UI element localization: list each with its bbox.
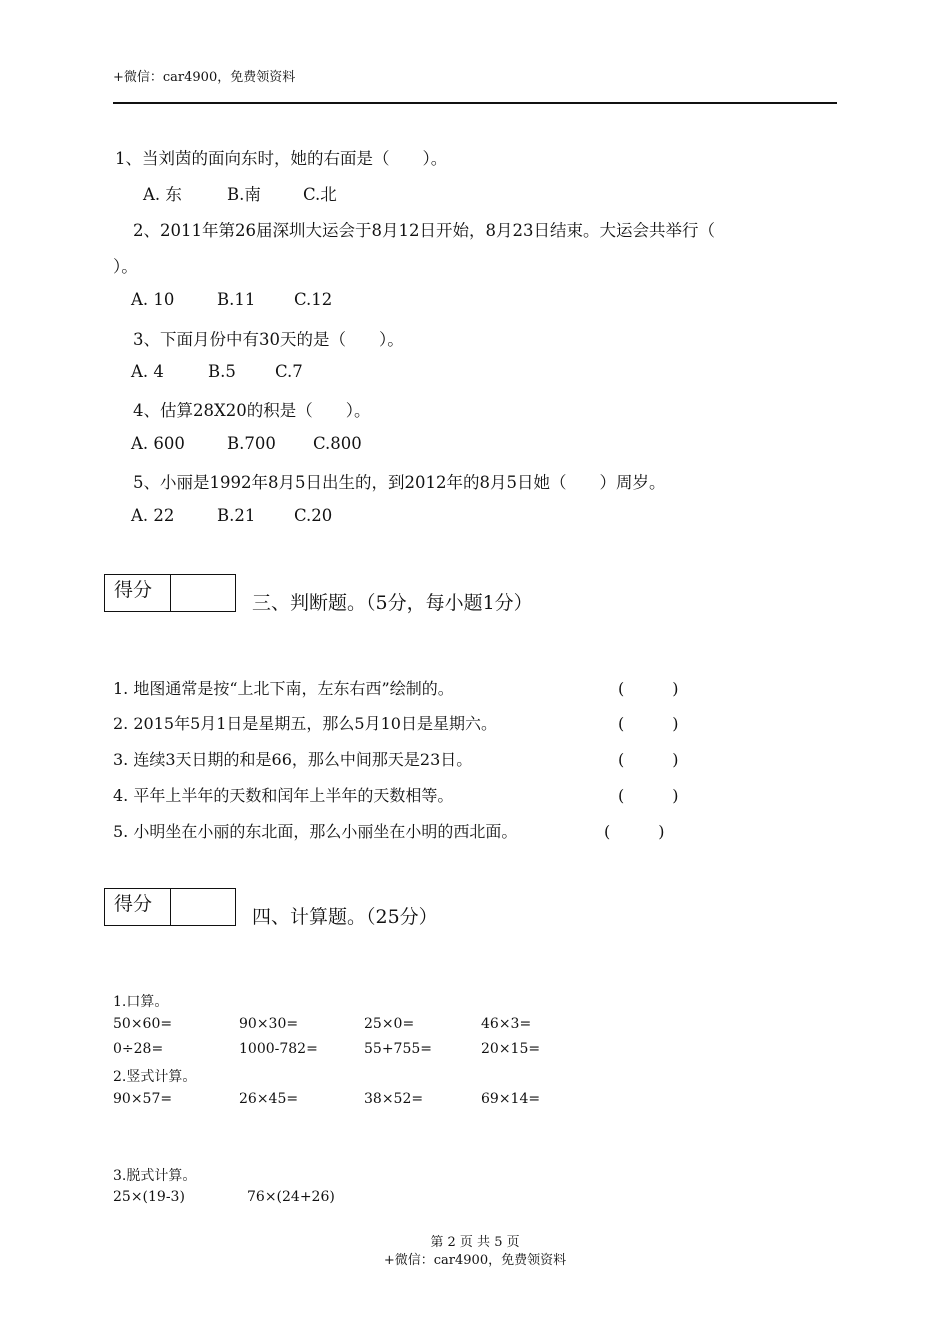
score-box [104,888,236,926]
option: C.800 [313,434,362,453]
oral-item: 0÷28= [113,1041,164,1057]
tf-item-3: 3. 连续3天日期的和是66，那么中间那天是23日。 [113,750,473,769]
options-2 [131,290,332,309]
vertical-item: 69×14= [481,1091,541,1107]
oral-item: 90×30= [239,1016,299,1032]
oral-item: 50×60= [113,1016,173,1032]
option: C.7 [275,362,303,381]
question-2: 2、2011年第26届深圳大运会于8月12日开始，8月23日结束。大运会共举行（ [133,221,715,240]
tf-blank-5: ( ) [604,822,665,841]
header-rule [113,102,837,104]
oral-item: 46×3= [481,1016,532,1032]
option: C.20 [294,506,333,525]
option: B.700 [227,434,276,453]
score-label: 得分 [105,889,171,925]
tf-blank-3: ( ) [618,750,679,769]
tf-blank-1: ( ) [618,679,679,698]
oral-label: 1.口算。 [113,994,169,1010]
vertical-item: 26×45= [239,1091,299,1107]
question-4: 4、估算28X20的积是（ ）。 [133,401,371,420]
tf-item-2: 2. 2015年5月1日是星期五，那么5月10日是星期六。 [113,714,497,733]
question-2-cont: ）。 [113,257,138,276]
vertical-item: 90×57= [113,1091,173,1107]
vertical-item: 38×52= [364,1091,424,1107]
section-4-title: 四、计算题。（25分） [252,906,438,928]
tf-item-5: 5. 小明坐在小丽的东北面，那么小丽坐在小明的西北面。 [113,822,518,841]
question-1: 1、当刘茵的面向东时，她的右面是（ ）。 [115,149,448,168]
tf-item-1: 1. 地图通常是按“上北下南，左东右西”绘制的。 [113,679,454,698]
option: B.南 [227,185,261,204]
option: C.12 [294,290,333,309]
oral-item: 25×0= [364,1016,415,1032]
vertical-label: 2.竖式计算。 [113,1069,197,1085]
options-4 [131,434,362,453]
option: A. 4 [131,362,164,381]
score-label: 得分 [105,575,171,611]
options-5 [131,506,332,525]
tf-blank-2: ( ) [618,714,679,733]
page-number: 第 2 页 共 5 页 [430,1235,520,1250]
tf-blank-4: ( ) [618,786,679,805]
options-1 [143,181,337,205]
stepwise-label: 3.脱式计算。 [113,1168,197,1184]
question-3: 3、下面月份中有30天的是（ ）。 [133,330,404,349]
section-3-title: 三、判断题。（5分，每小题1分） [252,592,533,614]
option: B.11 [217,290,256,309]
option: A. 600 [131,434,185,453]
option: A. 东 [143,185,182,204]
header-text: +微信：car4900，免费领资料 [113,70,296,85]
option: A. 10 [131,290,175,309]
oral-item: 55+755= [364,1041,432,1057]
stepwise-item: 76×(24+26) [247,1189,335,1205]
option: C.北 [303,185,337,204]
oral-item: 1000-782= [239,1041,318,1057]
score-box [104,574,236,612]
options-3 [131,362,303,381]
footer-contact: +微信：car4900，免费领资料 [383,1253,567,1268]
option: A. 22 [131,506,175,525]
option: B.21 [217,506,256,525]
oral-item: 20×15= [481,1041,541,1057]
option: B.5 [208,362,236,381]
question-5: 5、小丽是1992年8月5日出生的，到2012年的8月5日她（ ）周岁。 [133,473,666,492]
stepwise-item: 25×(19-3) [113,1189,185,1205]
tf-item-4: 4. 平年上半年的天数和闰年上半年的天数相等。 [113,786,454,805]
